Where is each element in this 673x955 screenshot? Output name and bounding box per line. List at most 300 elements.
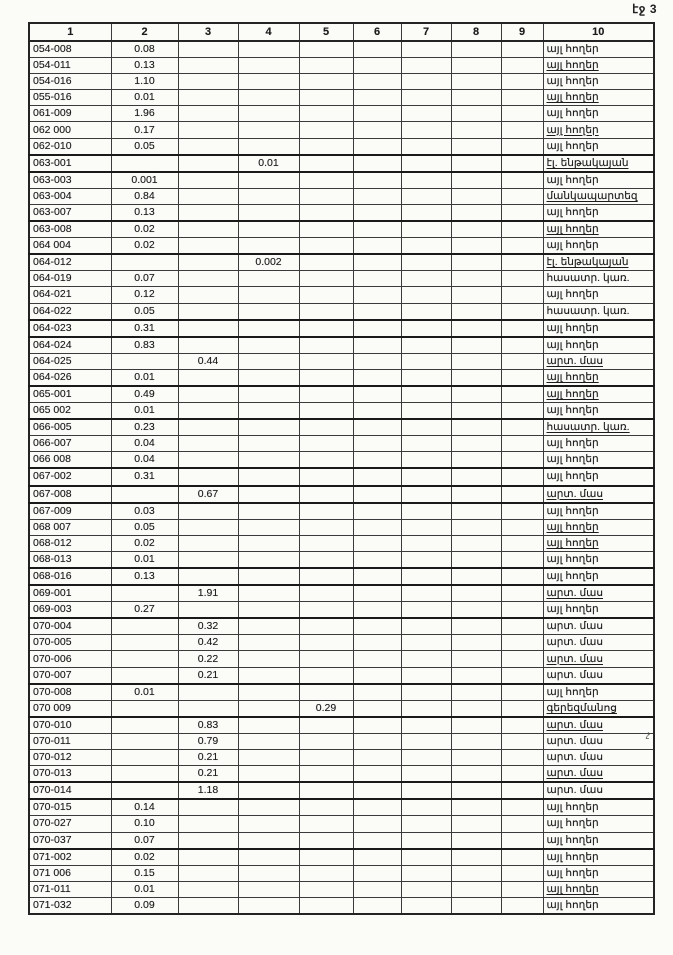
cell-parcel-code: 067-002 (29, 468, 111, 485)
cell-area-value-col4 (238, 436, 299, 452)
cell-area-value-col6 (353, 337, 401, 354)
cell-area-value-col3 (178, 519, 238, 535)
cell-area-value-col8 (451, 865, 501, 881)
table-row (29, 287, 654, 303)
cell-area-value-col7 (401, 849, 451, 866)
cell-area-value-col2 (111, 618, 178, 635)
table-row (29, 551, 654, 568)
cell-area-value-col8 (451, 41, 501, 58)
cell-area-value-col3 (178, 816, 238, 832)
cell-land-use (543, 58, 654, 74)
cell-area-value-col7 (401, 419, 451, 436)
cell-area-value-col5 (299, 320, 353, 337)
cell-area-value-col8 (451, 618, 501, 635)
cell-parcel-code: 065 002 (29, 403, 111, 420)
cell-area-value-col5 (299, 369, 353, 386)
cell-area-value-col9 (501, 254, 543, 271)
cell-area-value-col4 (238, 503, 299, 520)
cell-area-value-col2: 0.08 (111, 41, 178, 58)
table-body (29, 41, 654, 914)
table-row (29, 403, 654, 420)
table-row (29, 122, 654, 138)
cell-area-value-col9 (501, 58, 543, 74)
cell-area-value-col7 (401, 106, 451, 122)
cell-area-value-col3 (178, 832, 238, 849)
cell-area-value-col9 (501, 717, 543, 734)
table-row (29, 238, 654, 255)
cell-area-value-col8 (451, 106, 501, 122)
cell-area-value-col6 (353, 238, 401, 255)
cell-area-value-col6 (353, 568, 401, 585)
cell-area-value-col8 (451, 353, 501, 369)
land-use-text: այլ հողեր (546, 239, 599, 252)
cell-parcel-code: 069-003 (29, 602, 111, 619)
cell-area-value-col4 (238, 138, 299, 155)
cell-area-value-col7 (401, 881, 451, 897)
cell-parcel-code: 054-011 (29, 58, 111, 74)
cell-area-value-col4 (238, 204, 299, 221)
land-use-text: այլ հողեր (546, 43, 599, 56)
land-use-text: այլ հողեր (546, 321, 599, 334)
cell-parcel-code: 070-015 (29, 799, 111, 816)
header-cell-col8: 8 (451, 23, 501, 41)
cell-parcel-code: 068-016 (29, 568, 111, 585)
land-use-text: այլ հողեր (546, 801, 599, 814)
cell-area-value-col8 (451, 386, 501, 403)
cell-area-value-col8 (451, 849, 501, 866)
cell-area-value-col5 (299, 221, 353, 238)
cell-area-value-col2 (111, 733, 178, 749)
cell-area-value-col7 (401, 369, 451, 386)
cell-area-value-col7 (401, 635, 451, 651)
land-use-text: այլ հողեր (546, 470, 599, 483)
cell-area-value-col6 (353, 782, 401, 799)
cell-area-value-col5 (299, 353, 353, 369)
cell-area-value-col5 (299, 568, 353, 585)
cell-area-value-col8 (451, 188, 501, 204)
land-use-text: հասատր. կառ. (546, 421, 630, 434)
cell-area-value-col2: 0.49 (111, 386, 178, 403)
cell-area-value-col4 (238, 221, 299, 238)
cell-area-value-col8 (451, 303, 501, 320)
cell-land-use (543, 155, 654, 172)
cell-area-value-col2: 0.84 (111, 188, 178, 204)
cell-area-value-col2 (111, 254, 178, 271)
cell-area-value-col5 (299, 204, 353, 221)
cell-area-value-col6 (353, 503, 401, 520)
cell-area-value-col5 (299, 238, 353, 255)
cell-area-value-col8 (451, 799, 501, 816)
cell-area-value-col6 (353, 832, 401, 849)
cell-area-value-col3 (178, 254, 238, 271)
cell-area-value-col2: 0.02 (111, 849, 178, 866)
cell-area-value-col5 (299, 750, 353, 766)
cell-land-use (543, 74, 654, 90)
cell-area-value-col7 (401, 74, 451, 90)
cell-area-value-col4 (238, 271, 299, 287)
table-row (29, 271, 654, 287)
cell-area-value-col5 (299, 897, 353, 914)
cell-parcel-code: 054-008 (29, 41, 111, 58)
cell-area-value-col6 (353, 204, 401, 221)
cell-area-value-col2: 1.96 (111, 106, 178, 122)
cell-area-value-col3 (178, 122, 238, 138)
cell-land-use (543, 635, 654, 651)
land-use-text: արտ. մաս (546, 636, 603, 649)
table-row (29, 535, 654, 551)
cell-area-value-col7 (401, 452, 451, 469)
cell-land-use (543, 452, 654, 469)
cell-area-value-col7 (401, 41, 451, 58)
cell-area-value-col7 (401, 337, 451, 354)
cell-area-value-col5 (299, 403, 353, 420)
cell-land-use (543, 386, 654, 403)
cell-area-value-col5 (299, 519, 353, 535)
land-use-text: այլ հողեր (546, 91, 599, 104)
cell-area-value-col7 (401, 287, 451, 303)
cell-area-value-col4 (238, 635, 299, 651)
cell-area-value-col3 (178, 221, 238, 238)
cell-area-value-col3 (178, 138, 238, 155)
cell-area-value-col2: 0.02 (111, 535, 178, 551)
table-row (29, 254, 654, 271)
table-row (29, 618, 654, 635)
cell-area-value-col8 (451, 172, 501, 189)
cell-area-value-col4 (238, 717, 299, 734)
cell-land-use (543, 618, 654, 635)
cell-area-value-col8 (451, 700, 501, 717)
cell-area-value-col6 (353, 320, 401, 337)
cell-area-value-col3: 0.42 (178, 635, 238, 651)
cell-parcel-code: 068-012 (29, 535, 111, 551)
cell-area-value-col3 (178, 436, 238, 452)
land-use-text: այլ հողեր (546, 685, 599, 698)
cell-area-value-col3 (178, 602, 238, 619)
cell-area-value-col2: 0.15 (111, 865, 178, 881)
cell-area-value-col4 (238, 287, 299, 303)
cell-area-value-col3 (178, 403, 238, 420)
cell-area-value-col9 (501, 369, 543, 386)
cell-area-value-col4: 0.01 (238, 155, 299, 172)
cell-area-value-col6 (353, 90, 401, 106)
cell-area-value-col8 (451, 568, 501, 585)
land-use-text: այլ հողեր (546, 107, 599, 120)
cell-area-value-col3 (178, 320, 238, 337)
cell-area-value-col3: 0.79 (178, 733, 238, 749)
cell-area-value-col9 (501, 635, 543, 651)
cell-area-value-col3: 1.18 (178, 782, 238, 799)
cell-land-use (543, 816, 654, 832)
cell-area-value-col8 (451, 535, 501, 551)
land-use-text: այլ հողեր (546, 850, 599, 863)
cell-parcel-code: 070-013 (29, 766, 111, 783)
cell-area-value-col9 (501, 90, 543, 106)
cell-area-value-col4 (238, 585, 299, 602)
cell-area-value-col4 (238, 519, 299, 535)
cell-area-value-col6 (353, 403, 401, 420)
cell-area-value-col7 (401, 155, 451, 172)
cell-parcel-code: 067-009 (29, 503, 111, 520)
table-row (29, 468, 654, 485)
cell-land-use (543, 106, 654, 122)
cell-area-value-col9 (501, 651, 543, 667)
cell-area-value-col9 (501, 865, 543, 881)
cell-area-value-col7 (401, 386, 451, 403)
cell-area-value-col2: 0.01 (111, 369, 178, 386)
cell-area-value-col8 (451, 287, 501, 303)
cell-area-value-col6 (353, 452, 401, 469)
cell-area-value-col9 (501, 303, 543, 320)
cell-area-value-col7 (401, 221, 451, 238)
cell-area-value-col4 (238, 618, 299, 635)
cell-area-value-col3 (178, 568, 238, 585)
cell-area-value-col3 (178, 74, 238, 90)
cell-area-value-col9 (501, 849, 543, 866)
land-use-text: հասատր. կառ. (546, 272, 630, 285)
cell-area-value-col8 (451, 221, 501, 238)
cell-area-value-col2: 0.03 (111, 503, 178, 520)
cell-parcel-code: 067-008 (29, 486, 111, 503)
cell-land-use (543, 486, 654, 503)
cell-area-value-col6 (353, 816, 401, 832)
cell-area-value-col7 (401, 897, 451, 914)
cell-area-value-col9 (501, 337, 543, 354)
cell-area-value-col9 (501, 320, 543, 337)
land-use-text: արտ. մաս (546, 487, 603, 500)
cell-area-value-col4 (238, 337, 299, 354)
cell-area-value-col8 (451, 254, 501, 271)
cell-area-value-col5 (299, 849, 353, 866)
land-use-text: այլ հողեր (546, 833, 599, 846)
land-use-text: այլ հողեր (546, 205, 599, 218)
cell-land-use (543, 90, 654, 106)
cell-area-value-col9 (501, 155, 543, 172)
cell-area-value-col3 (178, 535, 238, 551)
cell-area-value-col8 (451, 733, 501, 749)
cell-area-value-col6 (353, 271, 401, 287)
cell-area-value-col7 (401, 799, 451, 816)
cell-area-value-col6 (353, 303, 401, 320)
cell-land-use (543, 568, 654, 585)
cell-area-value-col7 (401, 816, 451, 832)
cell-area-value-col2: 0.02 (111, 238, 178, 255)
cell-parcel-code: 066 008 (29, 452, 111, 469)
cell-area-value-col5 (299, 535, 353, 551)
cell-area-value-col2: 0.05 (111, 303, 178, 320)
cell-area-value-col9 (501, 238, 543, 255)
cell-area-value-col5 (299, 832, 353, 849)
table-row (29, 519, 654, 535)
cell-land-use (543, 651, 654, 667)
table-row (29, 602, 654, 619)
table-row (29, 419, 654, 436)
cell-area-value-col6 (353, 188, 401, 204)
cell-area-value-col9 (501, 122, 543, 138)
cell-area-value-col2 (111, 750, 178, 766)
table-row (29, 651, 654, 667)
header-cell-col1: 1 (29, 23, 111, 41)
header-cell-col2: 2 (111, 23, 178, 41)
cell-area-value-col5 (299, 551, 353, 568)
cell-land-use (543, 667, 654, 684)
table-row (29, 204, 654, 221)
cell-area-value-col3 (178, 90, 238, 106)
cell-area-value-col2: 0.09 (111, 897, 178, 914)
cell-area-value-col3 (178, 700, 238, 717)
cell-area-value-col4 (238, 58, 299, 74)
cell-area-value-col3 (178, 865, 238, 881)
cell-area-value-col7 (401, 58, 451, 74)
cell-land-use (543, 684, 654, 701)
table-row (29, 486, 654, 503)
cell-parcel-code: 070-006 (29, 651, 111, 667)
cell-area-value-col6 (353, 486, 401, 503)
cell-area-value-col6 (353, 684, 401, 701)
cell-land-use (543, 897, 654, 914)
land-use-text: այլ հողեր (546, 173, 599, 186)
cell-area-value-col6 (353, 172, 401, 189)
cell-area-value-col2: 0.04 (111, 436, 178, 452)
cell-land-use (543, 369, 654, 386)
table-row (29, 172, 654, 189)
cell-parcel-code: 064-023 (29, 320, 111, 337)
cell-area-value-col5 (299, 90, 353, 106)
cell-parcel-code: 070-027 (29, 816, 111, 832)
table-row (29, 750, 654, 766)
cell-land-use (543, 254, 654, 271)
cell-area-value-col3 (178, 849, 238, 866)
land-use-text: այլ հողեր (546, 520, 599, 533)
cell-area-value-col9 (501, 766, 543, 783)
cell-area-value-col4 (238, 369, 299, 386)
header-cell-col6: 6 (353, 23, 401, 41)
cell-area-value-col8 (451, 897, 501, 914)
cell-area-value-col9 (501, 468, 543, 485)
land-use-text: արտ. մաս (546, 620, 603, 633)
cell-land-use (543, 436, 654, 452)
cell-area-value-col8 (451, 750, 501, 766)
cell-area-value-col5 (299, 188, 353, 204)
cell-area-value-col2: 0.07 (111, 832, 178, 849)
cell-area-value-col5 (299, 503, 353, 520)
cell-area-value-col4 (238, 733, 299, 749)
cell-area-value-col7 (401, 519, 451, 535)
cell-area-value-col4 (238, 386, 299, 403)
cell-parcel-code: 066-005 (29, 419, 111, 436)
cell-area-value-col6 (353, 897, 401, 914)
cell-area-value-col8 (451, 419, 501, 436)
cell-land-use (543, 303, 654, 320)
header-cell-col3: 3 (178, 23, 238, 41)
cell-area-value-col2 (111, 700, 178, 717)
land-use-text: այլ հողեր (546, 504, 599, 517)
cell-parcel-code: 064-021 (29, 287, 111, 303)
table-row (29, 41, 654, 58)
cell-area-value-col5 (299, 733, 353, 749)
cell-area-value-col5 (299, 419, 353, 436)
table-row (29, 733, 654, 749)
cell-area-value-col2: 0.23 (111, 419, 178, 436)
land-use-text: այլ հողեր (546, 288, 599, 301)
cell-area-value-col8 (451, 204, 501, 221)
cell-area-value-col2 (111, 651, 178, 667)
cell-area-value-col6 (353, 138, 401, 155)
cell-area-value-col6 (353, 551, 401, 568)
cell-land-use (543, 881, 654, 897)
cell-area-value-col5 (299, 618, 353, 635)
cell-area-value-col5 (299, 138, 353, 155)
cell-land-use (543, 337, 654, 354)
cell-parcel-code: 063-001 (29, 155, 111, 172)
cell-area-value-col7 (401, 303, 451, 320)
cell-parcel-code: 068-013 (29, 551, 111, 568)
cell-area-value-col5 (299, 816, 353, 832)
cell-area-value-col8 (451, 320, 501, 337)
cell-land-use (543, 832, 654, 849)
cell-area-value-col8 (451, 766, 501, 783)
header-cell-col7: 7 (401, 23, 451, 41)
cell-area-value-col7 (401, 320, 451, 337)
cell-area-value-col7 (401, 353, 451, 369)
cell-area-value-col8 (451, 602, 501, 619)
cell-area-value-col9 (501, 188, 543, 204)
cell-parcel-code: 066-007 (29, 436, 111, 452)
cell-area-value-col7 (401, 486, 451, 503)
page-number-label: էջ 3 (632, 2, 657, 16)
cell-area-value-col5 (299, 766, 353, 783)
cell-area-value-col7 (401, 865, 451, 881)
land-use-text: այլ հողեր (546, 437, 599, 450)
land-use-text: արտ. մաս (546, 718, 603, 731)
cell-area-value-col3 (178, 419, 238, 436)
cell-area-value-col8 (451, 238, 501, 255)
table-row (29, 188, 654, 204)
cell-area-value-col2: 0.17 (111, 122, 178, 138)
cell-area-value-col5 (299, 865, 353, 881)
cell-area-value-col9 (501, 41, 543, 58)
cell-area-value-col4 (238, 468, 299, 485)
cell-parcel-code: 063-007 (29, 204, 111, 221)
table-row (29, 503, 654, 520)
cell-area-value-col2 (111, 585, 178, 602)
cell-parcel-code: 068 007 (29, 519, 111, 535)
cell-area-value-col6 (353, 602, 401, 619)
cell-area-value-col5 (299, 386, 353, 403)
cell-area-value-col4 (238, 881, 299, 897)
land-use-text: արտ. մաս (546, 734, 603, 747)
cell-area-value-col3: 0.83 (178, 717, 238, 734)
cell-area-value-col9 (501, 782, 543, 799)
cell-area-value-col9 (501, 832, 543, 849)
cell-area-value-col3 (178, 58, 238, 74)
cell-area-value-col2: 0.31 (111, 468, 178, 485)
cell-parcel-code: 063-003 (29, 172, 111, 189)
cell-area-value-col5 (299, 452, 353, 469)
cell-area-value-col9 (501, 816, 543, 832)
land-use-text: արտ. մաս (546, 668, 603, 681)
cell-area-value-col2: 1.10 (111, 74, 178, 90)
cell-parcel-code: 064-025 (29, 353, 111, 369)
cell-area-value-col7 (401, 782, 451, 799)
cell-area-value-col2: 0.01 (111, 881, 178, 897)
cell-area-value-col2: 0.27 (111, 602, 178, 619)
cell-area-value-col5 (299, 41, 353, 58)
cell-land-use (543, 717, 654, 734)
table-row (29, 865, 654, 881)
land-use-text: այլ հողեր (546, 603, 599, 616)
cell-parcel-code: 055-016 (29, 90, 111, 106)
cell-area-value-col7 (401, 271, 451, 287)
